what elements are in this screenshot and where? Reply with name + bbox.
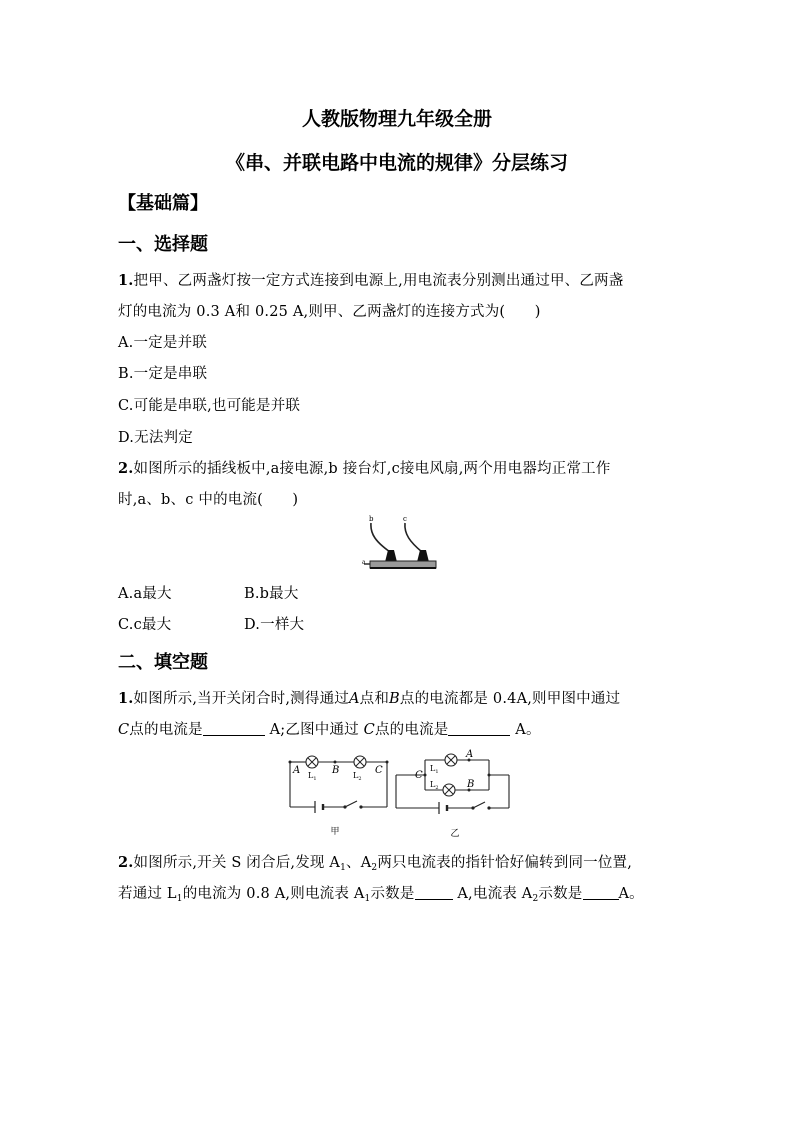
point-a-label: A [293,765,301,776]
series-circuit-figure [285,752,395,842]
question-text: 如图所示,开关 S 闭合后,发现 A [133,855,341,871]
point-c-label: C [363,722,375,738]
question-number: 2. [118,460,134,477]
question-2-line-2: 时,a、b、c 中的电流( ) [118,492,299,508]
point-c-label: C [375,765,383,776]
point-b-label: B [467,779,475,790]
fill-question-2-line-1 [118,851,632,873]
option-d: D.无法判定 [118,430,193,446]
question-number: 1. [118,690,134,707]
point-c-label: C [118,722,130,738]
answer-blank-4[interactable] [583,885,619,900]
cord-b [371,523,390,552]
question-number: 2. [118,854,134,871]
answer-blank-2[interactable] [448,721,510,736]
fill-question-1-line-1 [118,687,620,708]
subscript: 1 [364,894,371,904]
question-text: 点和 [359,691,390,707]
option-b: B.一定是串联 [118,366,208,382]
option-a: A.一定是并联 [118,335,207,351]
lamp-l1-label: $L_1$ [308,771,317,782]
lamp-l1-label: $L_1$ [430,764,439,775]
subscript: 2 [371,863,378,873]
question-text: 示数是 [370,886,415,902]
lamp-l2-icon [443,784,455,796]
answer-blank-1[interactable] [203,721,265,736]
question-text: A,电流表 A [452,886,533,902]
switch-icon [473,802,485,808]
question-text: 的电流为 0.8 A,则电流表 A [182,886,365,902]
question-text: 点的电流是 [129,722,203,738]
battery-icon [315,801,323,813]
label-a: a [362,559,366,566]
question-text: 点的电流都是 0.4A,则甲图中通过 [399,691,621,707]
lamp-l2-icon [354,756,366,768]
question-1-line-1 [118,269,623,290]
section-heading-fill: 二、填空题 [118,652,208,673]
lamp-l1-icon [445,754,457,766]
figure-caption-yi: 乙 [450,829,460,839]
fill-question-2-line-2 [118,882,644,904]
label-b: b [369,515,374,523]
section-heading-choice: 一、选择题 [118,234,208,255]
option-a: A.a最大 [118,586,172,602]
lamp-l1-icon [306,756,318,768]
point-c-label: C [415,770,423,781]
question-text: 把甲、乙两盏灯按一定方式连接到电源上,用电流表分别测出通过甲、乙两盏 [133,273,624,289]
plug-b [385,550,397,562]
fill-question-1-line-2 [118,718,541,739]
question-text: 如图所示,当开关闭合时,测得通过 [133,691,349,707]
question-text: 两只电流表的指针恰好偏转到同一位置, [377,855,633,871]
cord-c [405,523,422,552]
subscript: 1 [176,894,183,904]
strip-body [370,561,436,568]
label-c: c [403,515,407,523]
question-2-line-1 [118,457,611,478]
point-b-label: B [332,765,340,776]
question-text: 若通过 L [118,886,177,902]
option-b: B.b最大 [244,586,299,602]
figure-caption-jia: 甲 [330,827,340,837]
page-subtitle: 《串、并联电路中电流的规律》分层练习 [225,152,568,174]
lamp-l2-label: $L_2$ [430,780,439,791]
question-1-line-2: 灯的电流为 0.3 A和 0.25 A,则甲、乙两盏灯的连接方式为( ) [118,304,541,320]
question-text: 示数是 [538,886,583,902]
question-text: 、A [346,855,372,871]
parallel-circuit-figure [393,748,513,842]
point-b-label: B [389,691,400,707]
option-d: D.一样大 [244,617,305,633]
battery-icon [439,802,447,814]
page-title: 人教版物理九年级全册 [301,108,492,130]
power-strip-figure [360,512,440,574]
subscript: 2 [532,894,539,904]
point-a-label: A [348,691,360,707]
switch-icon [345,801,357,807]
point-a-label: A [466,749,474,760]
question-text: A。 [510,722,541,738]
question-number: 1. [118,272,134,289]
question-text: A。 [618,886,644,902]
level-heading: 【基础篇】 [118,193,208,214]
question-text: 点的电流是 [374,722,449,738]
option-c: C.可能是串联,也可能是并联 [118,398,301,414]
plug-c [417,550,429,562]
question-text: 如图所示的插线板中,a接电源,b 接台灯,c接电风扇,两个用电器均正常工作 [133,461,611,477]
answer-blank-3[interactable] [415,885,453,900]
question-text: A;乙图中通过 [264,722,364,738]
option-c: C.c最大 [118,617,172,633]
subscript: 1 [340,863,347,873]
lamp-l2-label: $L_2$ [353,771,362,782]
